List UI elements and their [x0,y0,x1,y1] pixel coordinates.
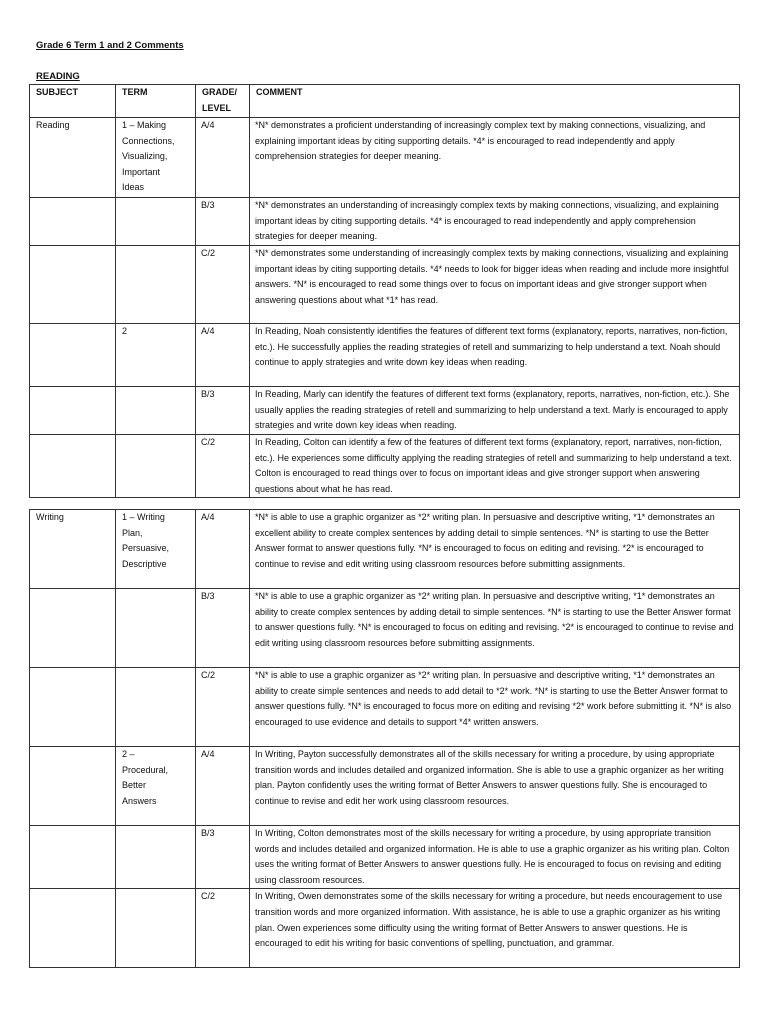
subject-cell [30,324,116,387]
subject-cell [30,889,116,968]
term-cell [116,589,196,668]
subject-cell [30,435,116,498]
grade-cell: B/3 [196,589,250,668]
term-cell [116,198,196,246]
comment-cell: *N* is able to use a graphic organizer as *2* writing plan. In persuasive and descriptive writing, *1* demonstrates an ability to create simple sentences and needs to add detail to *2* work. *N* is starting to use the Better Answer format to answer questions fully. *N* is encouraged to focus more on editing and revising *2* work before submitting it. *N* is also encouraged to use evidence and details to support *4* written answers. [250,668,740,747]
term-cell [116,889,196,968]
term-cell [116,387,196,435]
comment-cell: *N* demonstrates a proficient understanding of increasingly complex text by making connections, visualizing, and explaining important ideas by citing supporting details. *4* is encouraged to read independently and apply comprehension strategies for deeper meaning. [250,118,740,198]
term-cell [116,246,196,324]
table-row [30,324,740,387]
table-row [30,889,740,968]
subject-cell [30,198,116,246]
term-cell: 2 – Procedural, Better Answers [116,747,196,826]
grade-cell: B/3 [196,387,250,435]
grade-cell: C/2 [196,668,250,747]
table-row [30,435,740,498]
subject-cell: Writing [30,510,116,589]
comment-cell: *N* is able to use a graphic organizer as *2* writing plan. In persuasive and descriptive writing, *1* demonstrates an ability to create complex sentences by adding detail to simple sentences. *N* is starting to use the Better Answer format to answer questions fully. *N* is encouraged to focus on editing and revising. *2* is encouraged to continue to revise and edit writing using classroom resources before submitting assignments. [250,589,740,668]
comment-cell: In Writing, Payton successfully demonstrates all of the skills necessary for writing a procedure, by using appropriate transition words and includes detailed and organized information. She is able to use a graphic organizer as her writing plan. Payton confidently uses the writing format of Better Answers to answer questions fully. She is encouraged to continue to revise and edit her work using classroom resources. [250,747,740,826]
term-cell [116,826,196,889]
comment-cell: *N* demonstrates an understanding of increasingly complex texts by making connections, visualizing, and explaining important ideas by citing supporting details. *4* is encouraged to read independently and apply comprehension strategies for deeper meaning. [250,198,740,246]
grade-cell: A/4 [196,510,250,589]
table-row [30,387,740,435]
grade-cell: A/4 [196,324,250,387]
table-row [30,747,740,826]
comment-cell: In Reading, Marly can identify the features of different text forms (explanatory, reports, narratives, non-fiction, etc.). She usually applies the reading strategies of retell and summarizing to help understand a text. Marly is encouraged to apply strategies and write down key ideas when reading. [250,387,740,435]
grade-cell: C/2 [196,435,250,498]
table-row [30,826,740,889]
term-cell [116,668,196,747]
subject-cell [30,246,116,324]
reading-section-label: READING [36,71,80,82]
subject-cell [30,668,116,747]
comment-cell: In Reading, Noah consistently identifies the features of different text forms (explanatory, reports, narratives, non-fiction, etc.). He successfully applies the reading strategies of retell and summarizing to help understand a text. Noah should continue to apply strategies and write down key ideas when reading. [250,324,740,387]
term-cell [116,435,196,498]
comment-cell: In Reading, Colton can identify a few of the features of different text forms (explanatory, report, narratives, non-fiction, etc.). He experiences some difficulty applying the reading strategies of retell and summarizing to help understand a text. Colton is encouraged to read things over to focus on important ideas and give stronger support when answering questions about what he has read. [250,435,740,498]
table-row [30,118,740,198]
term-cell: 1 – Making Connections, Visualizing, Important Ideas [116,118,196,198]
comment-cell: In Writing, Colton demonstrates most of the skills necessary for writing a procedure, by using appropriate transition words and includes detailed and organized information. He is able to use a graphic organizer as his writing plan. Colton uses the writing format of Better Answers to answer questions fully. He is encouraged to focus on revising and editing using classroom resources. [250,826,740,889]
subject-cell [30,747,116,826]
header-grade-level: GRADE/ LEVEL [196,85,250,118]
table-row [30,668,740,747]
table-header-row [30,85,740,118]
header-comment: COMMENT [250,85,740,118]
comment-cell: *N* is able to use a graphic organizer as *2* writing plan. In persuasive and descriptive writing, *1* demonstrates an excellent ability to create complex sentences by adding detail to simple sentences. *N* is starting to use the Better Answer format to answer questions fully. *N* is encouraged to focus on editing and revising. *2* is encouraged to continue to revise and edit writing using classroom resources before submitting assignments. [250,510,740,589]
grade-cell: C/2 [196,889,250,968]
comment-cell: In Writing, Owen demonstrates some of the skills necessary for writing a procedure, but needs encouragement to use transition words and more organized information. With assistance, he is able to use a graphic organizer as his writing plan. Owen experiences some difficulty using the writing format of Better Answers to answer questions. He is encouraged to edit his writing for basic conventions of spelling, punctuation, and grammar. [250,889,740,968]
term-cell: 1 – Writing Plan, Persuasive, Descriptive [116,510,196,589]
term-cell: 2 [116,324,196,387]
header-subject: SUBJECT [30,85,116,118]
grade-cell: A/4 [196,118,250,198]
grade-cell: B/3 [196,826,250,889]
writing-comments-table [29,509,740,968]
subject-cell: Reading [30,118,116,198]
grade-cell: C/2 [196,246,250,324]
subject-cell [30,589,116,668]
table-row [30,198,740,246]
subject-cell [30,826,116,889]
header-term: TERM [116,85,196,118]
grade-cell: A/4 [196,747,250,826]
reading-comments-table [29,84,740,498]
table-row [30,246,740,324]
table-row [30,589,740,668]
document-title: Grade 6 Term 1 and 2 Comments [36,40,184,51]
grade-cell: B/3 [196,198,250,246]
table-row [30,510,740,589]
comment-cell: *N* demonstrates some understanding of increasingly complex texts by making connections, visualizing and explaining important ideas by citing supporting details. *4* needs to look for bigger ideas when reading and include more insightful answers. *N* is encouraged to read some things over to focus on important ideas and give stronger support when answering questions about what *1* has read. [250,246,740,324]
subject-cell [30,387,116,435]
